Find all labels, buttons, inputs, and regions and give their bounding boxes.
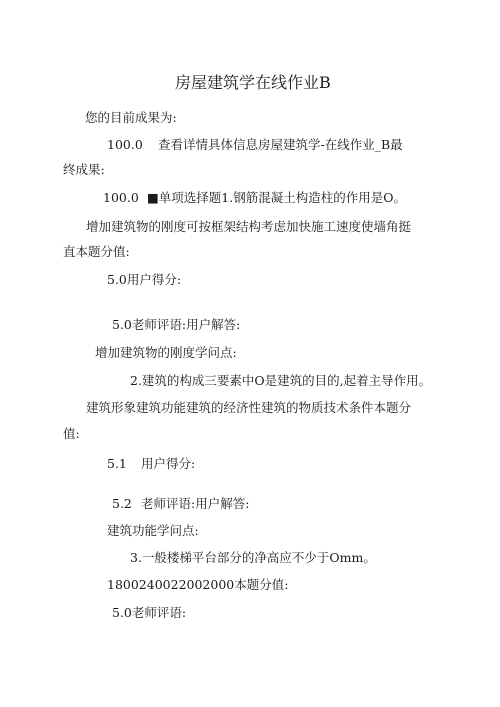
text-line: 老师评语:用户解答: <box>141 496 250 511</box>
text-line: 终成果: <box>63 162 105 177</box>
text-line: 值: <box>63 426 80 441</box>
score-value: 100.0 <box>103 190 139 205</box>
answer-options: 增加建筑物的刚度可按框架结构考虑加快施工速度使墙角挺 <box>86 219 412 234</box>
score-value: 5.1 <box>107 456 127 471</box>
text-line: 直本题分值: <box>63 244 130 259</box>
answer-options: 建筑形象建筑功能建筑的经济性建筑的物质技术条件本题分 <box>86 400 412 415</box>
text-line: 增加建筑物的刚度学问点: <box>95 345 237 360</box>
question-text: 2.建筑的构成三要素中O是建筑的目的,起着主导作用。 <box>130 373 432 388</box>
score-value: 5.2 <box>112 496 132 511</box>
text-line: 查看详情具体信息房屋建筑学-在线作业_B最 <box>158 137 403 152</box>
text-line: 建筑功能学问点: <box>107 523 199 538</box>
text-line: 5.0老师评语:用户解答: <box>112 317 241 332</box>
text-line: 您的目前成果为: <box>85 110 177 125</box>
question-text: 3.一般楼梯平台部分的净高应不少于Omm。 <box>130 550 376 565</box>
text-line: 5.0用户得分: <box>107 272 182 287</box>
question-text: ■单项选择题1.钢筋混凝土构造柱的作用是O。 <box>147 190 406 205</box>
text-line: 5.0老师评语: <box>112 605 187 620</box>
answer-options: 180024002200200​0本题分值: <box>107 577 289 592</box>
text-line: 用户得分: <box>141 456 196 471</box>
score-value: 100.0 <box>107 137 143 152</box>
document-title: 房屋建筑学在线作业B <box>175 73 331 92</box>
